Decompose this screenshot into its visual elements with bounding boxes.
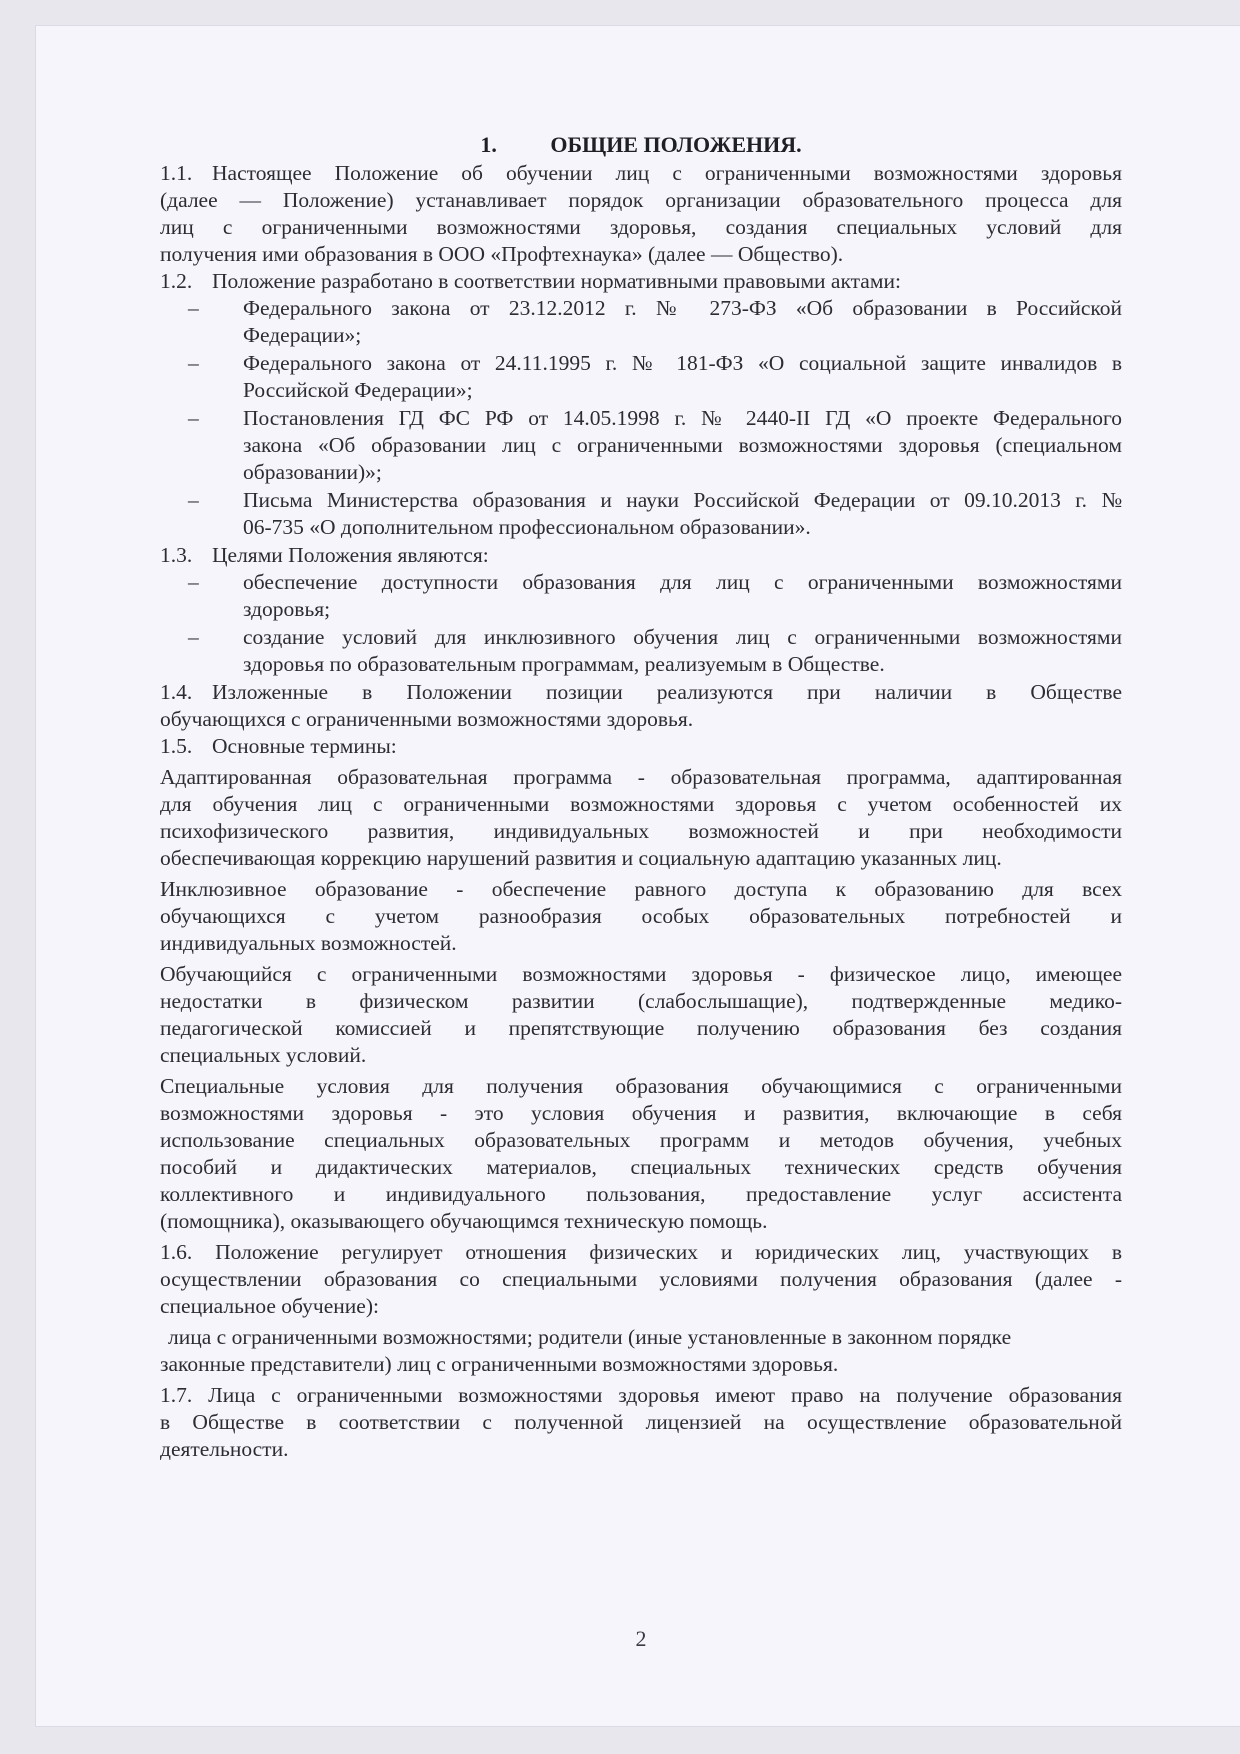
dash-bullet: – (188, 625, 199, 649)
term-learner-line4: специальных условий. (160, 1043, 367, 1067)
document-page: 1. ОБЩИЕ ПОЛОЖЕНИЯ. 1.1. Настоящее Положение об обучении лиц с ограниченными возможностями здоровья (далее — Положение) устанавливает порядок организации образовательного процесса для лиц с ограниченными возможностями здоровья, создания специальных условий для получения ими образования в ООО «Профтехнаука» (далее — Общество). 1.2. Положение разработано в соответствии нормативными правовыми актами: – Федерального закона от 23.12.2012 г. № 273-ФЗ «Об образовании в Российской Федерации»; – Федерального закона от 24.11.1995 г. № 181-ФЗ «О социальной защите инвалидов в Российской Федерации»; – Постановления ГД ФС РФ от 14.05.1998 г. № 2440-II ГД «О проекте Федерального закона «Об образовании лиц с ограниченными возможностями здоровья (специальном образовании)»; – Письма Министерства образования и науки Российской Федерации от 09.10.2013 г. № 06-735 «О дополнительном профессиональном образовании». 1.3. Целями Положения являются: – обеспечение доступности образования для лиц с ограниченными возможностями здоровья; – создание условий для инклюзивного обучения лиц с ограниченными возможностями здоровья по образовательным программам, реализуемым в Обществе. 1.4. Изложенные в Положении позиции реализуются при наличии в Обществе обучающихся с ограниченными возможностями здоровья. 1.5. Основные термины: Адаптированная образовательная программа - образовательная программа, адаптированная для обучения лиц с ограниченными возможностями здоровья с учетом особенностей их психофизического развития, индивидуальных возможностей и при необходимости обеспечивающая коррекцию нарушений развития и социальную адаптацию указанных лиц. Инклюзивное образование - обеспечение равного доступа к образованию для всех обучающихся с учетом разнообразия особых образовательных потребностей и индивидуальных возможностей. Обучающийся с ограниченными возможностями здоровья - физическое лицо, имеющее недостатки в физическом развитии (слабослышащие), подтвержденные медико- педагогической комиссией и препятствующие получению образования без создания специальных условий. Специальные условия для получения образования обучающимися с ограниченными возможностями здоровья - это условия обучения и развития, включающие в себя использование специальных образовательных программ и методов обучения, учебных пособий и дидактических материалов, специальных технических средств обучения коллективного и индивидуального пользования, предоставление услуг ассистента (помощника), оказывающего обучающимся техническую помощь. 1.6. Положение регулирует отношения физических и юридических лиц, участвующих в осуществлении образования со специальными условиями получения образования (далее - специальное обучение): лица с ограниченными возможностями; родители (иные установленные в законном порядке законные представители) лиц с ограниченными возможностями здоровья. 1.7. Лица с ограниченными возможностями здоровья имеют право на получение образования в Обществе в соответствии с полученной лицензией на осуществление образовательной деятельности. 2 (36, 26, 1240, 1726)
p1-5-number: 1.5. (160, 734, 193, 758)
term-inclusive-line3: индивидуальных возможностей. (160, 931, 457, 955)
page-number: 2 (635, 1626, 647, 1651)
dash-bullet: – (188, 570, 199, 594)
p1-7-line3: деятельности. (160, 1437, 289, 1461)
p1-3-heading: 1.3. Целями Положения являются: (160, 540, 1122, 570)
section-heading (160, 130, 1122, 160)
term-learner-line1: Обучающийся с ограниченными возможностями здоровья - физическое лицо, имеющее (160, 962, 1122, 986)
term-adapted-line2: для обучения лиц с ограниченными возможностями здоровья с учетом особенностей их (160, 792, 1122, 816)
section-title: ОБЩИЕ ПОЛОЖЕНИЯ. (550, 132, 802, 157)
p1-1-line3: лиц с ограниченными возможностями здоровья, создания специальных условий для (160, 215, 1122, 239)
p1-2-number: 1.2. (160, 269, 193, 293)
p1-1-line4: получения ими образования в ООО «Профтехнаука» (далее — Общество). (160, 242, 844, 266)
p1-1-line2: (далее — Положение) устанавливает порядок организации образовательного процесса для (160, 188, 1122, 212)
term-inclusive-line1: Инклюзивное образование - обеспечение равного доступа к образованию для всех (160, 877, 1122, 901)
p1-5-heading: 1.5. Основные термины: (160, 731, 1122, 761)
dash-bullet: – (188, 488, 199, 512)
p1-2-heading: 1.2. Положение разработано в соответствии нормативными правовыми актами: (160, 266, 1122, 296)
p1-4-line2: обучающихся с ограниченными возможностями здоровья. (160, 707, 694, 731)
p1-6-line1: 1.6. Положение регулирует отношения физических и юридических лиц, участвующих в (160, 1240, 1122, 1264)
term-conditions-line3: использование специальных образовательных программ и методов обучения, учебных (160, 1128, 1122, 1152)
term-learner-line3: педагогической комиссией и препятствующие получению образования без создания (160, 1016, 1122, 1040)
term-adapted-line3: психофизического развития, индивидуальных возможностей и при необходимости (160, 819, 1122, 843)
dash-bullet: – (188, 406, 199, 430)
p1-3-number: 1.3. (160, 543, 193, 567)
term-conditions-line1: Специальные условия для получения образования обучающимися с ограниченными (160, 1074, 1122, 1098)
p1-1-number: 1.1. (160, 161, 193, 185)
p1-7-line1: 1.7. Лица с ограниченными возможностями здоровья имеют право на получение образования (160, 1383, 1122, 1407)
term-conditions-line2: возможностями здоровья - это условия обучения и развития, включающие в себя (160, 1101, 1122, 1125)
p1-6-line2: осуществлении образования со специальными условиями получения образования (далее - (160, 1267, 1122, 1291)
p1-1-line1: 1.1. Настоящее Положение об обучении лиц с ограниченными возможностями здоровья (160, 158, 1122, 188)
p1-6-line4: лица с ограниченными возможностями; родители (иные установленные в законном порядке (168, 1325, 1012, 1349)
p1-4-number: 1.4. (160, 680, 193, 704)
p1-7-line2: в Обществе в соответствии с полученной лицензией на осуществление образовательной (160, 1410, 1122, 1434)
p1-6-line5: законные представители) лиц с ограниченными возможностями здоровья. (160, 1352, 839, 1376)
p1-6-line3: специальное обучение): (160, 1294, 379, 1318)
term-adapted-line4: обеспечивающая коррекцию нарушений развития и социальную адаптацию указанных лиц. (160, 846, 1002, 870)
term-inclusive-line2: обучающихся с учетом разнообразия особых образовательных потребностей и (160, 904, 1122, 928)
dash-bullet: – (188, 296, 199, 320)
term-conditions-line5: коллективного и индивидуального пользования, предоставление услуг ассистента (160, 1182, 1122, 1206)
dash-bullet: – (188, 351, 199, 375)
term-learner-line2: недостатки в физическом развитии (слабослышащие), подтвержденные медико- (160, 989, 1122, 1013)
p1-4-line1: 1.4. Изложенные в Положении позиции реализуются при наличии в Обществе (160, 677, 1122, 707)
term-conditions-line6: (помощника), оказывающего обучающимся техническую помощь. (160, 1209, 768, 1233)
term-adapted-line1: Адаптированная образовательная программа - образовательная программа, адаптированная (160, 765, 1122, 789)
term-conditions-line4: пособий и дидактических материалов, специальных технических средств обучения (160, 1155, 1122, 1179)
section-number: 1. (480, 132, 497, 157)
